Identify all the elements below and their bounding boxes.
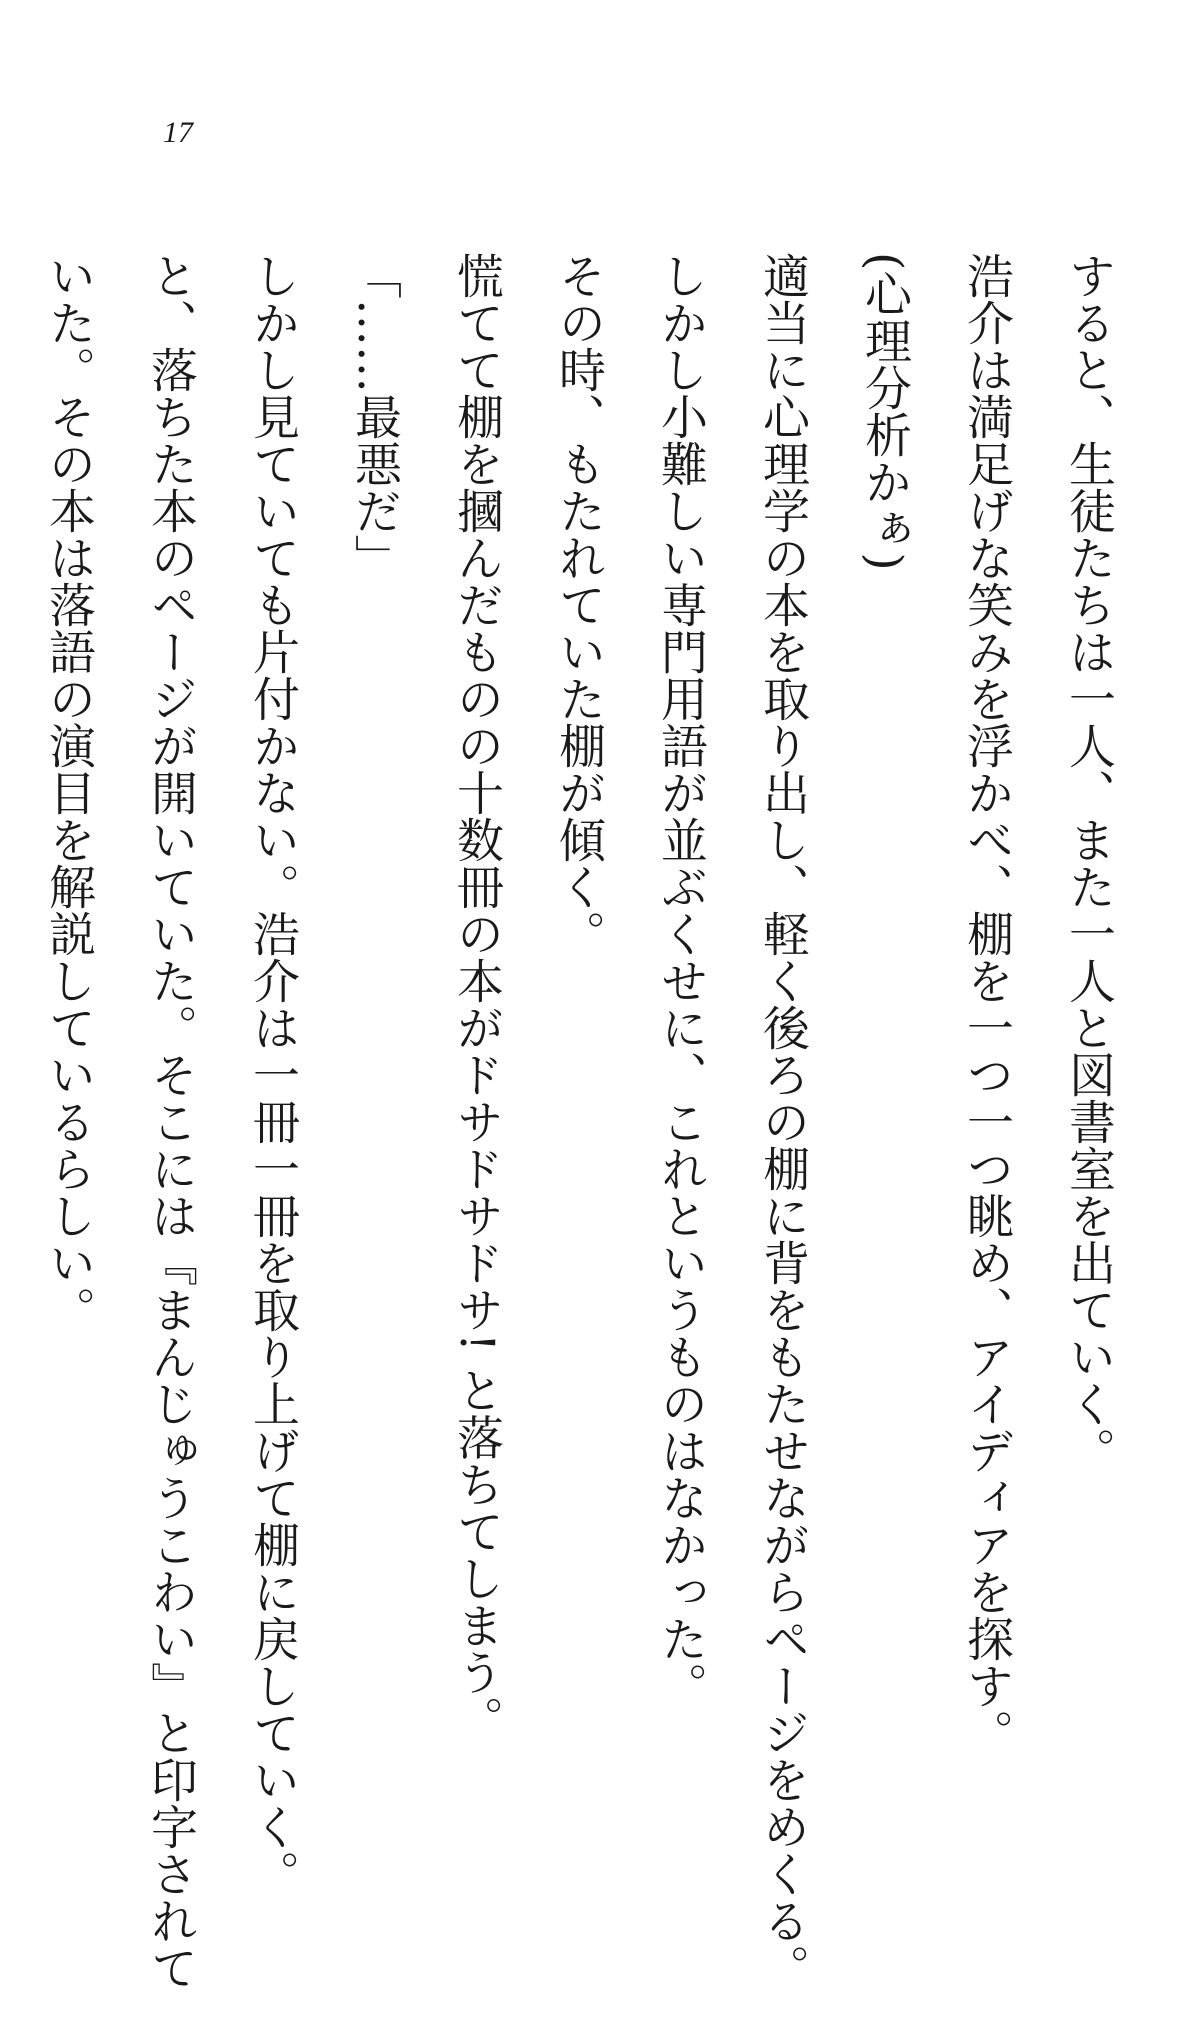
- text-line: すると、生徒たちは一人、また一人と図書室を出ていく。: [1061, 252, 1116, 1474]
- text-line: 適当に心理学の本を取り出し、軽く後ろの棚に背をもたせながらページをめくる。: [755, 252, 810, 1991]
- text-line: その時、もたれていた棚が傾く。: [551, 252, 606, 957]
- text-line: 浩介は満足げな笑みを浮かべ、棚を一つ一つ眺め、アイディアを探す。: [959, 252, 1014, 1756]
- text-line: (心理分析かぁ): [857, 252, 912, 571]
- text-line: しかし小難しい専門用語が並ぶくせに、これというものはなかった。: [653, 252, 708, 1709]
- text-line: 「……最悪だ」: [347, 252, 402, 581]
- text-line: と、落ちた本のページが開いていた。そこには『まんじゅうこわい』と印字されて: [143, 252, 198, 1991]
- page-number: 17: [163, 116, 193, 149]
- text-line: いた。その本は落語の演目を解説しているらしい。: [41, 252, 96, 1333]
- body-text: [0, 252, 1139, 1991]
- text-line: 慌てて棚を摑んだものの十数冊の本がドサドサドサ! と落ちてしまう。: [449, 252, 504, 1743]
- text-line: [0, 252, 17, 1722]
- text-line: しかし見ていても片付かない。浩介は一冊一冊を取り上げて棚に戻していく。: [245, 252, 300, 1897]
